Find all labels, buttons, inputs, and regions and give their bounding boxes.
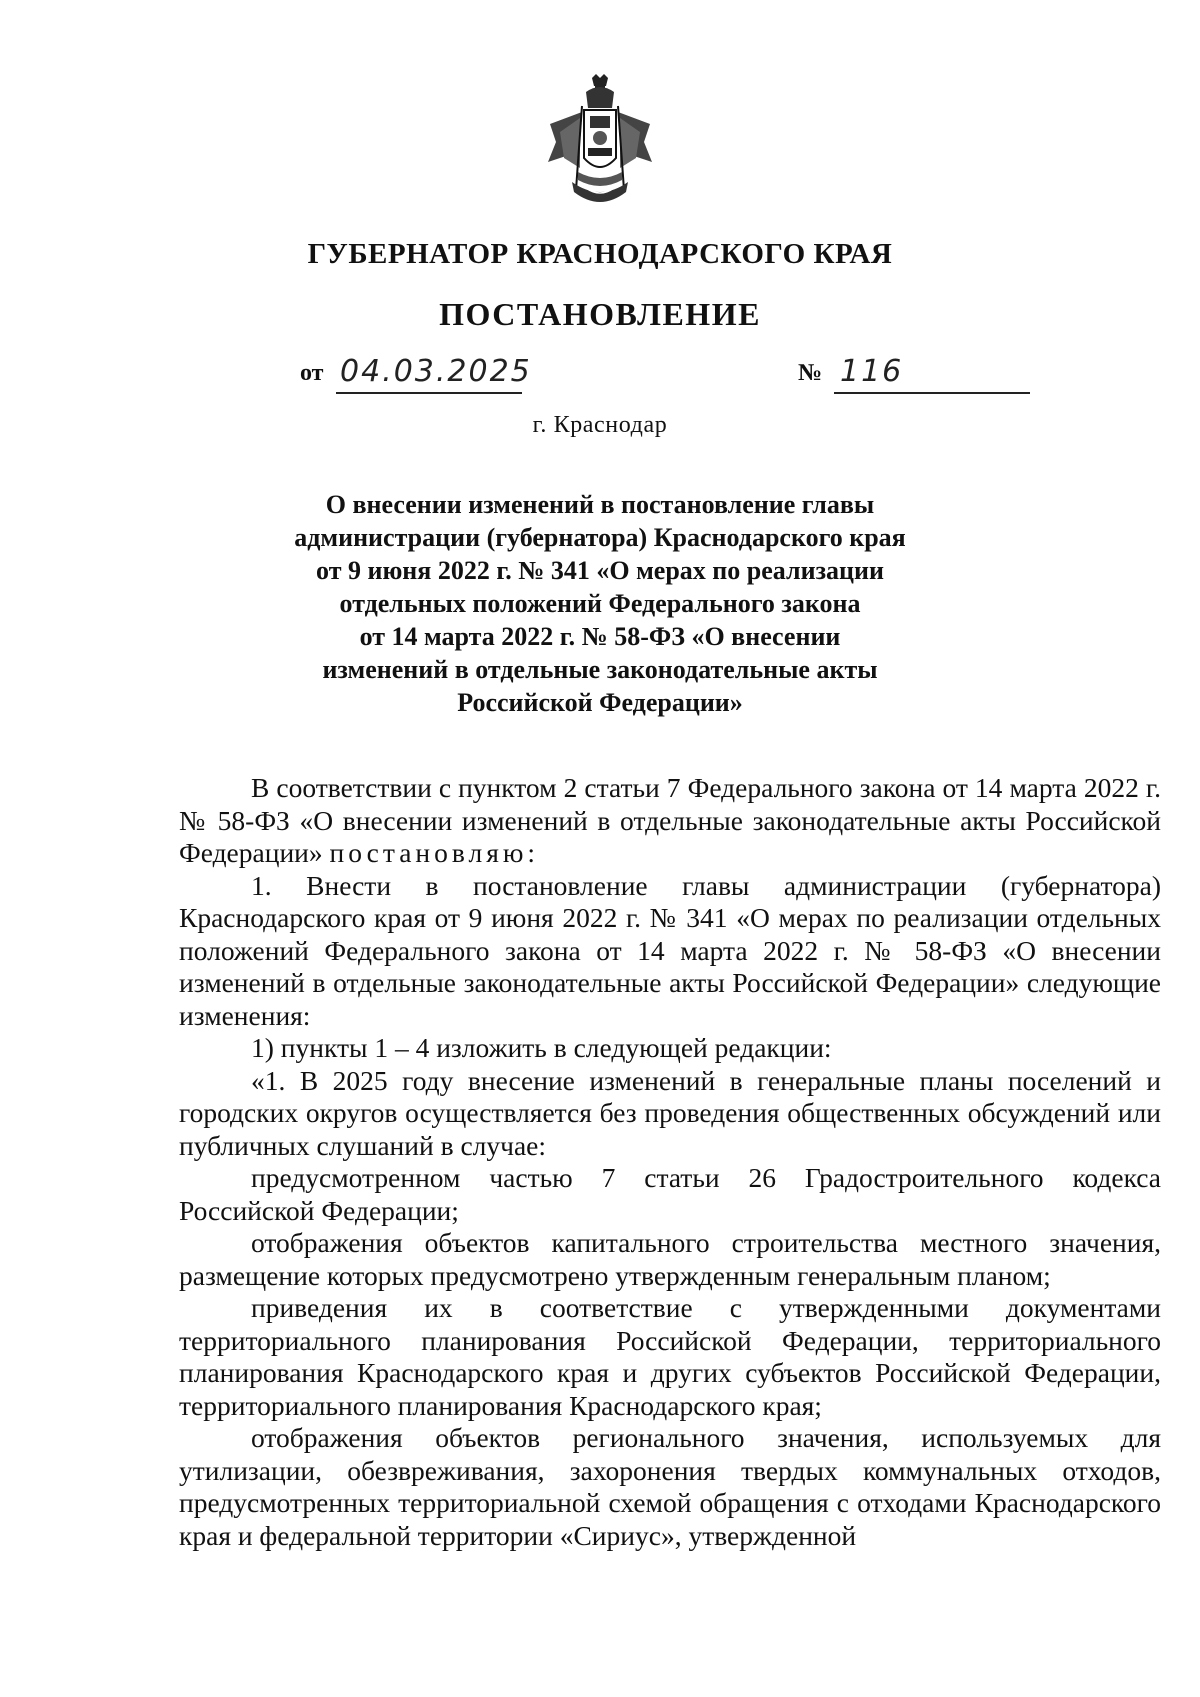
date-underline [336,392,522,394]
issuing-authority: ГУБЕРНАТОР КРАСНОДАРСКОГО КРАЯ [307,238,893,270]
document-number: 116 [840,354,904,389]
decree-word: постановляю: [329,837,540,868]
document-type: ПОСТАНОВЛЕНИЕ [439,296,761,332]
body-paragraph: отображения объектов регионального значения, используемых для утилизации, обезвреживания, захоронения твердых коммунальных отходов, предусмотренных территориальной схемой обращения с отходами Краснодарского края и федеральной территории «Сириус», утвержденной [179,1422,1161,1551]
title-line: от 9 июня 2022 г. № 341 «О мерах по реализации [316,556,884,585]
title-line: Российской Федерации» [457,688,743,717]
body-paragraph: отображения объектов капитального строительства местного значения, размещение которых предусмотрено утвержденным генеральным планом; [179,1227,1161,1291]
preamble-paragraph [179,772,1161,870]
document-body [179,772,1161,1552]
body-paragraph: 1) пункты 1 – 4 изложить в следующей редакции: [251,1032,832,1063]
date-label: от [300,360,324,386]
number-underline [834,392,1030,394]
coat-of-arms-icon [542,72,658,214]
title-line: О внесении изменений в постановление главы [325,490,875,519]
title-line: от 14 марта 2022 г. № 58-ФЗ «О внесении [359,622,841,651]
body-paragraph: приведения их в соответствие с утвержденными документами территориального планирования Российской Федерации, территориального планирования Краснодарского края и других субъектов Российской Федерации, территориального планирования Краснодарского края; [179,1292,1161,1421]
body-paragraph: «1. В 2025 году внесение изменений в генеральные планы поселений и городских округов осуществляется без проведения общественных обсуждений или публичных слушаний в случае: [179,1064,1161,1161]
title-line: администрации (губернатора) Краснодарского края [294,523,906,552]
body-paragraph: 1. Внести в постановление главы администрации (губернатора) Краснодарского края от 9 июня 2022 г. № 341 «О мерах по реализации отдельных положений Федерального закона от 14 марта 2022 г. № 58-ФЗ «О внесении изменений в отдельные законодательные акты Российской Федерации» следующие изменения: [179,869,1161,1031]
title-line: отдельных положений Федерального закона [339,589,861,618]
preamble-text: В соответствии с пунктом 2 статьи 7 Федерального закона от 14 марта 2022 г. № 58-ФЗ «О внесении изменений в отдельные законодательные акты Российской Федерации» [179,772,1161,868]
title-line: изменений в отдельные законодательные акты [322,655,878,684]
body-paragraph: предусмотренном частью 7 статьи 26 Градостроительного кодекса Российской Федерации; [179,1162,1161,1226]
number-label: № [798,360,823,386]
document-title [240,488,960,719]
city: г. Краснодар [532,412,668,438]
date-value: 04.03.2025 [340,354,532,389]
